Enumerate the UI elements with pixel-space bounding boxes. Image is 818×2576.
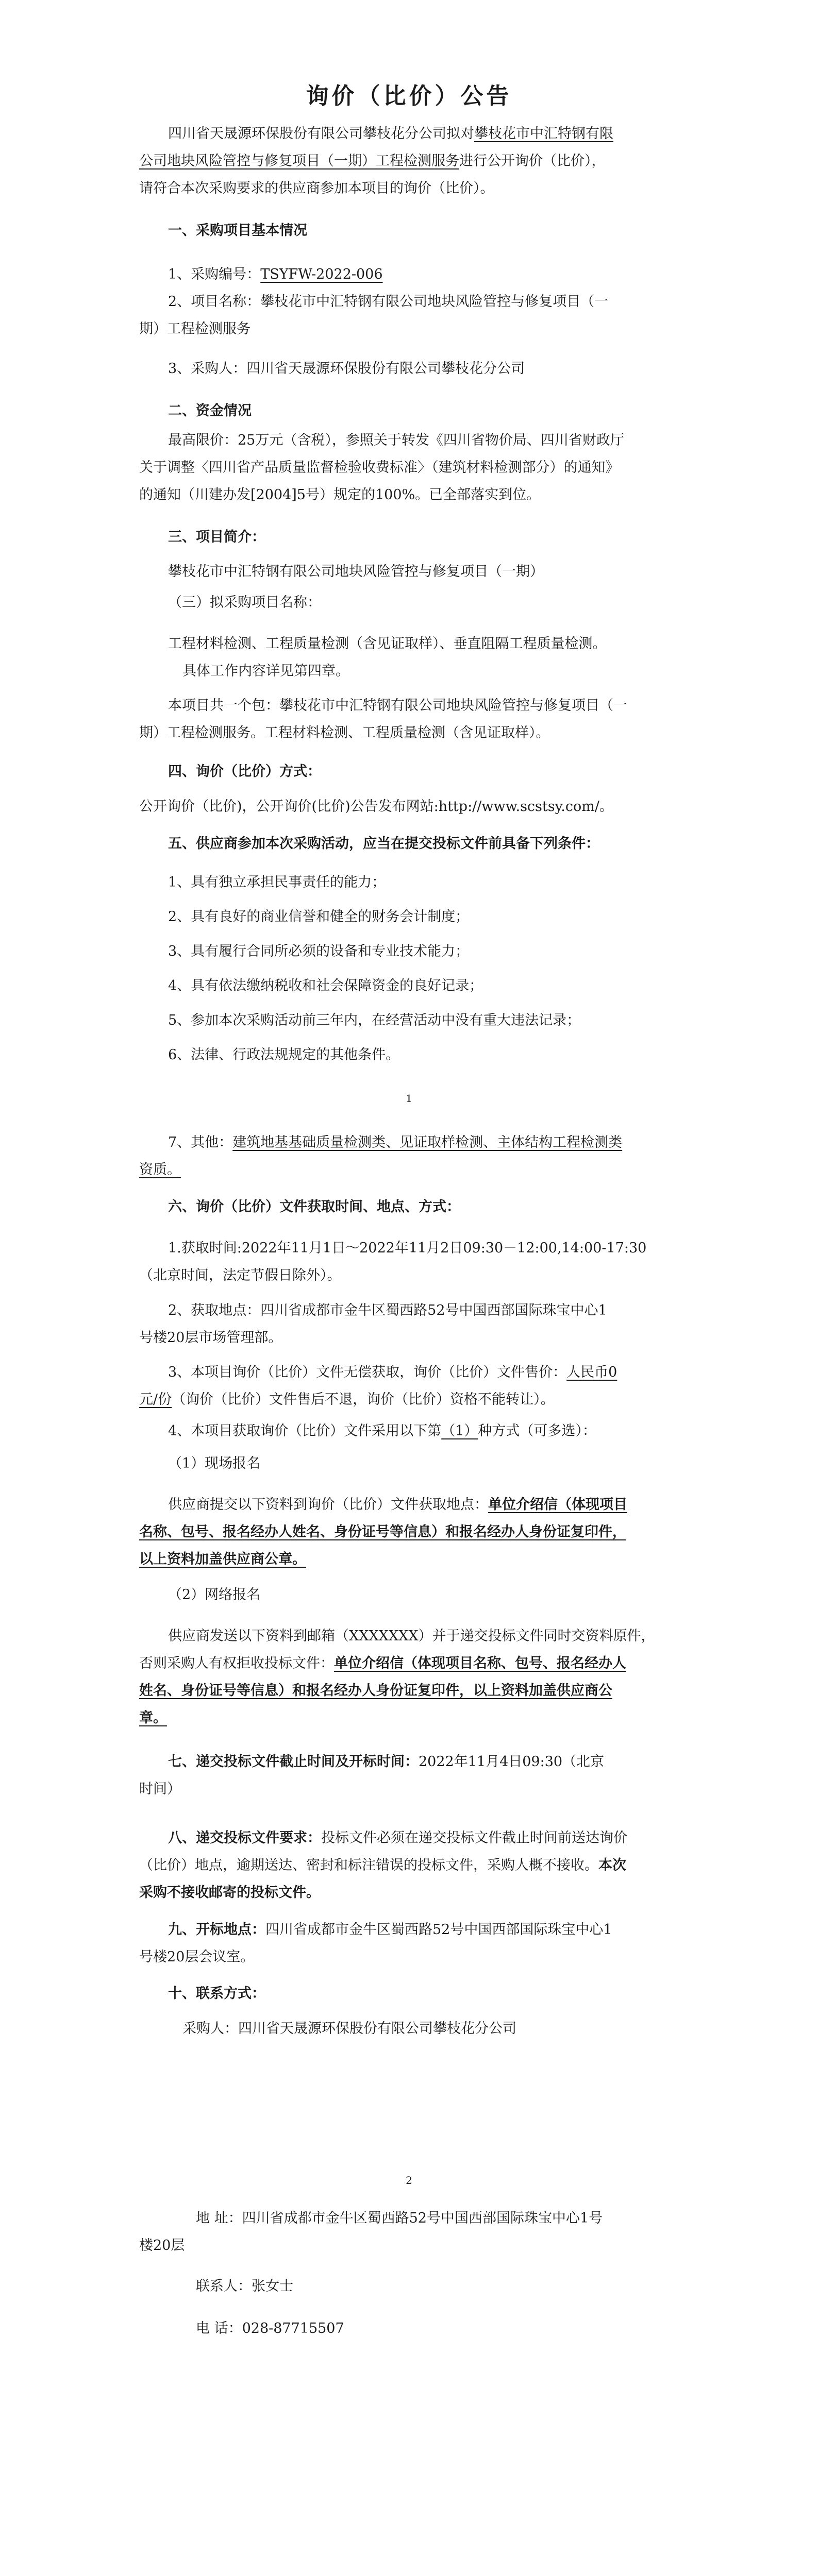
page-number-2: 2	[406, 2174, 412, 2187]
acquisition-time-line-2: （北京时间，法定节假日除外）。	[139, 1267, 341, 1283]
onsite-registration-line-1	[139, 1490, 714, 1519]
package-line-2: 期）工程检测服务。工程材料检测、工程质量检测（含见证取样）。	[139, 725, 550, 741]
online-registration-line-3: 姓名、身份证号等信息）和报名经办人身份证复印件，以上资料加盖供应商公	[139, 1683, 612, 1699]
procurement-number-label: 1、采购编号：	[168, 266, 261, 282]
condition-item: 2、具有良好的商业信誉和健全的财务会计制度；	[168, 909, 470, 925]
proposed-items: 工程材料检测、工程质量检测（含见证取样）、垂直阻隔工程质量检测。	[168, 636, 607, 652]
package-line-1: 本项目共一个包：攀枝花市中汇特钢有限公司地块风险管控与修复项目（一	[168, 698, 627, 714]
method-text-end: 种方式（可多选）：	[478, 1423, 596, 1439]
online-registration-line-4: 章。	[139, 1710, 167, 1726]
intro-text: 进行公开询价（比价），	[459, 153, 606, 169]
condition-item: 5、参加本次采购活动前三年内，在经营活动中没有重大违法记录；	[168, 1012, 581, 1028]
price-value: 人民币0	[566, 1364, 617, 1380]
no-mail-notice: 本次	[598, 1857, 626, 1873]
page-title: 询价（比价）公告	[306, 83, 512, 109]
acquisition-place-line-1: 2、获取地点：四川省成都市金牛区蜀西路52号中国西部国际珠宝中心1	[168, 1302, 607, 1318]
section-9-heading: 九、开标地点：	[168, 1922, 265, 1938]
onsite-registration-line-3: 以上资料加盖供应商公章。	[139, 1551, 306, 1567]
online-registration-heading: （2）网络报名	[168, 1587, 261, 1603]
project-name-line-1: 2、项目名称：攀枝花市中汇特钢有限公司地块风险管控与修复项目（一	[168, 294, 609, 310]
section-8-line-3: 采购不接收邮寄的投标文件。	[139, 1885, 320, 1901]
document-price-line-1	[139, 1358, 714, 1387]
section-9-line-1	[139, 1916, 714, 1944]
onsite-registration-line-2: 名称、包号、报名经办人姓名、身份证号等信息）和报名经办人身份证复印件，	[139, 1524, 626, 1540]
contact-buyer: 采购人：四川省天晟源环保股份有限公司攀枝花分公司	[182, 2021, 516, 2037]
section-7-line-2: 时间）	[139, 1781, 181, 1797]
submission-text: 投标文件必须在递交投标文件截止时间前送达询价	[321, 1830, 627, 1846]
section-5-heading: 五、供应商参加本次采购活动，应当在提交投标文件前具备下列条件：	[168, 836, 599, 852]
section-2-heading: 二、资金情况	[168, 403, 252, 419]
condition-item-7	[139, 1128, 714, 1157]
funds-line-3: 的通知（川建办发[2004]5号）规定的100%。已全部落实到位。	[139, 487, 541, 503]
condition-item-7-cont	[139, 1156, 686, 1184]
intro-line-3: 请符合本次采购要求的供应商参加本项目的询价（比价）。	[139, 180, 494, 196]
online-required-materials: 单位介绍信（体现项目名称、包号、报名经办人	[334, 1655, 626, 1671]
acquisition-method	[139, 1417, 714, 1446]
contact-phone: 电 话：028-87715507	[196, 2320, 344, 2336]
acquisition-place-line-2: 号楼20层市场管理部。	[139, 1330, 282, 1346]
intro-line-2	[139, 147, 686, 176]
proposed-items-heading: （三）拟采购项目名称：	[168, 595, 321, 611]
opening-place: 四川省成都市金牛区蜀西路52号中国西部国际珠宝中心1	[265, 1922, 612, 1938]
qualification-requirement: 建筑地基基础质量检测类、见证取样检测、主体结构工程检测类	[232, 1134, 623, 1150]
onsite-registration-heading: （1）现场报名	[168, 1455, 261, 1471]
condition-item: 6、法律、行政法规规定的其他条件。	[168, 1047, 400, 1063]
section-9-line-2: 号楼20层会议室。	[139, 1949, 255, 1965]
section-1-heading: 一、采购项目基本情况	[168, 223, 307, 239]
project-name-underlined: 攀枝花市中汇特钢有限	[474, 126, 613, 142]
project-intro-name: 攀枝花市中汇特钢有限公司地块风险管控与修复项目（一期）	[168, 564, 544, 580]
method-choice: （1）	[441, 1423, 478, 1439]
section-7-heading: 七、递交投标文件截止时间及开标时间：	[168, 1754, 419, 1770]
procurement-number-value: TSYFW-2022-006	[260, 266, 383, 282]
page-number-1: 1	[406, 1092, 412, 1105]
section-8-heading: 八、递交投标文件要求：	[168, 1830, 321, 1846]
online-text: 否则采购人有权拒收投标文件：	[139, 1655, 334, 1671]
intro-text: 四川省天晟源环保股份有限公司攀枝花分公司拟对	[168, 126, 474, 142]
work-details-ref: 具体工作内容详见第四章。	[182, 663, 349, 679]
price-note: （询价（比价）文件售后不退，询价（比价）资格不能转让）。	[172, 1392, 555, 1408]
funds-line-1: 最高限价：25万元（含税），参照关于转发《四川省物价局、四川省财政厅	[168, 432, 624, 448]
purchaser: 3、采购人：四川省天晟源环保股份有限公司攀枝花分公司	[168, 361, 525, 377]
onsite-required-materials: 单位介绍信（体现项目	[488, 1497, 627, 1513]
document-price-line-2	[139, 1385, 686, 1414]
section-4-heading: 四、询价（比价）方式：	[168, 764, 321, 779]
section-8-line-1	[139, 1824, 714, 1853]
online-registration-line-1: 供应商发送以下资料到邮箱（XXXXXXX）并于递交投标文件同时交资料原件，	[168, 1628, 655, 1644]
section-8-line-2	[139, 1851, 686, 1880]
section-7-line-1	[139, 1748, 714, 1776]
condition-item: 3、具有履行合同所必须的设备和专业技术能力；	[168, 943, 470, 959]
online-registration-line-2	[139, 1649, 686, 1678]
section-10-heading: 十、联系方式：	[168, 1986, 265, 2002]
project-name-line-2: 期）工程检测服务	[139, 321, 251, 337]
condition-item: 4、具有依法缴纳税收和社会保障资金的良好记录；	[168, 978, 483, 994]
procurement-number	[139, 260, 714, 289]
intro-line-1	[139, 120, 714, 148]
price-text: 3、本项目询价（比价）文件无偿获取，询价（比价）文件售价：	[168, 1364, 567, 1380]
submission-text: （比价）地点，逾期送达、密封和标注错误的投标文件，采购人概不接收。	[139, 1857, 598, 1873]
section-6-heading: 六、询价（比价）文件获取时间、地点、方式：	[168, 1199, 460, 1215]
funds-line-2: 关于调整〈四川省产品质量监督检验收费标准〉（建筑材料检测部分）的通知》	[139, 460, 620, 476]
project-name-underlined: 公司地块风险管控与修复项目（一期）工程检测服务	[139, 153, 459, 169]
contact-person: 联系人：张女士	[196, 2278, 293, 2294]
inquiry-method: 公开询价（比价)，公开询价(比价)公告发布网站:http://www.scstsy.com/。	[139, 799, 613, 815]
qualification-requirement: 资质。	[139, 1162, 181, 1178]
contact-address-line-1: 地 址：四川省成都市金牛区蜀西路52号中国西部国际珠宝中心1号	[196, 2210, 603, 2226]
section-3-heading: 三、项目简介：	[168, 529, 265, 545]
condition-7-label: 7、其他：	[168, 1134, 233, 1150]
price-unit: 元/份	[139, 1392, 172, 1408]
acquisition-time-line-1: 1.获取时间:2022年11月1日～2022年11月2日09:30－12:00,14:00-17:30	[168, 1240, 647, 1256]
condition-item: 1、具有独立承担民事责任的能力；	[168, 874, 386, 890]
method-text: 4、本项目获取询价（比价）文件采用以下第	[168, 1423, 442, 1439]
contact-address-line-2: 楼20层	[139, 2238, 185, 2253]
onsite-text: 供应商提交以下资料到询价（比价）文件获取地点：	[168, 1497, 488, 1513]
deadline-time: 2022年11月4日09:30（北京	[419, 1754, 605, 1770]
